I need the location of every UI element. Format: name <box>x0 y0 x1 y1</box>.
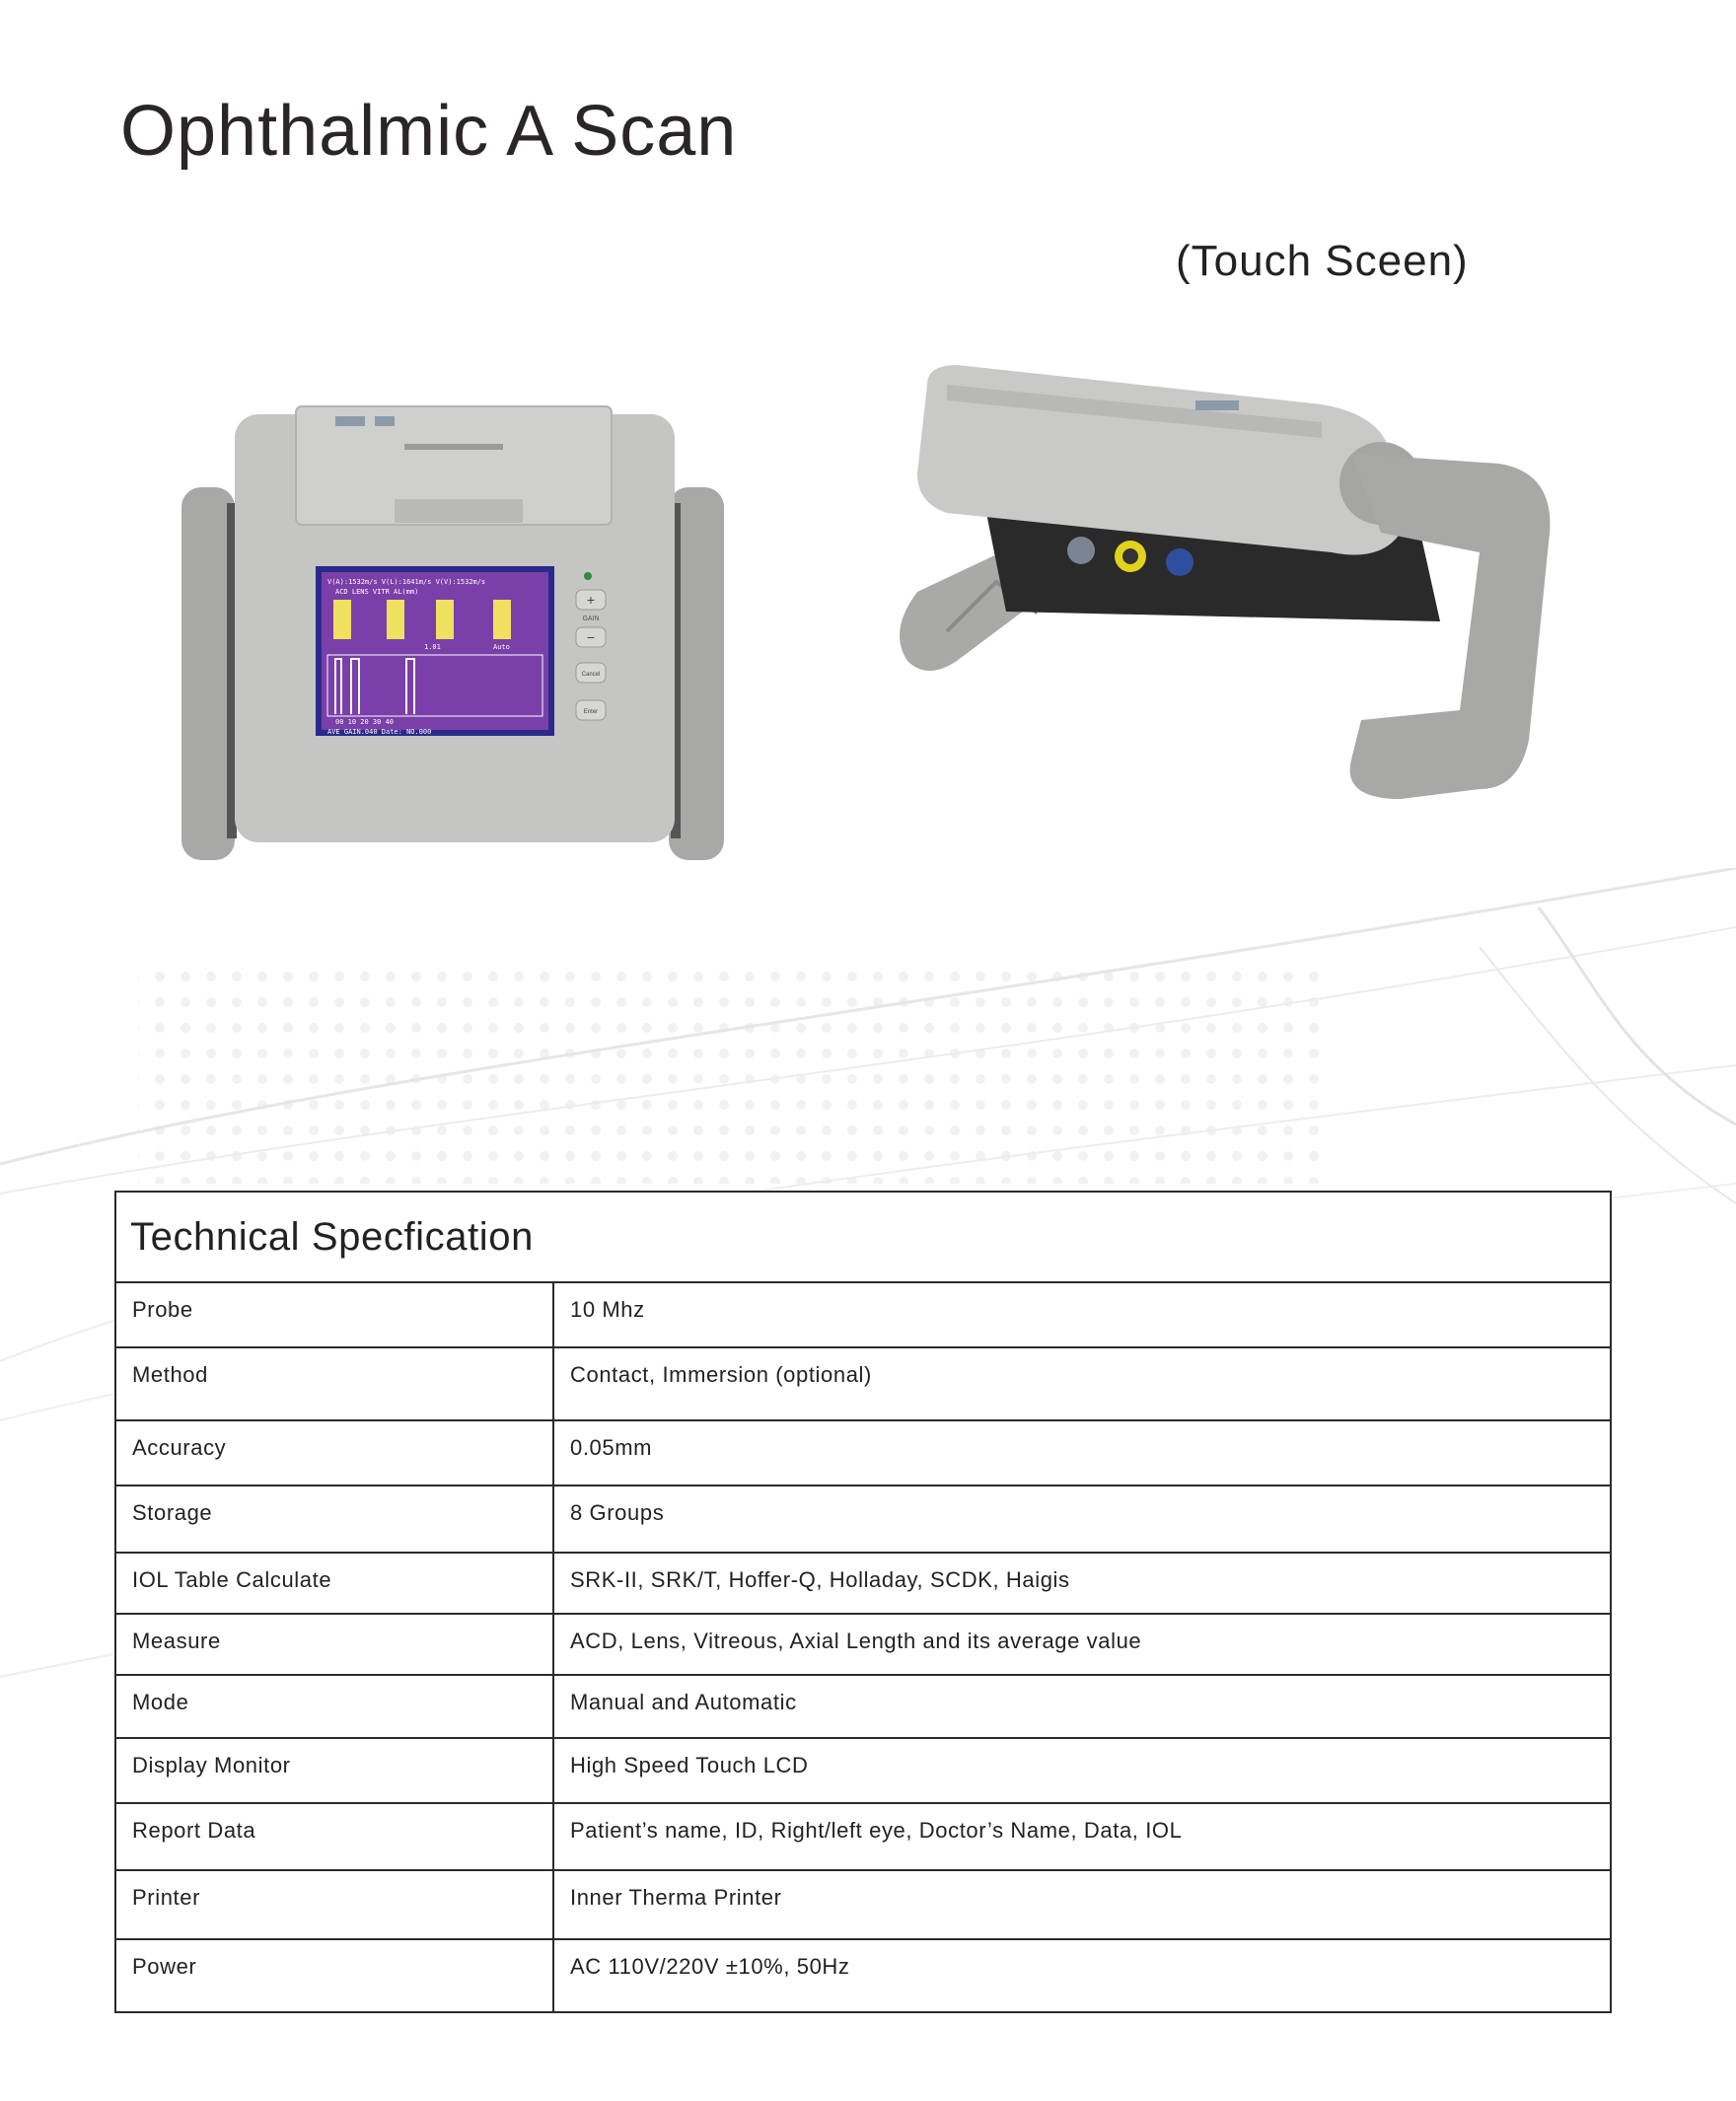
screen-line1: V(A):1532m/s V(L):1641m/s V(V):1532m/s <box>327 578 486 586</box>
spec-table-header <box>115 1192 1611 1282</box>
port-icon <box>1166 548 1194 576</box>
device-front-image <box>178 404 730 868</box>
power-led-icon <box>584 572 592 580</box>
spec-label: Method <box>115 1347 553 1420</box>
spec-label: Measure <box>115 1614 553 1675</box>
screen-columns: ACD LENS VITR AL(mm) <box>335 588 419 596</box>
table-row <box>115 1939 1611 2012</box>
spec-label: Accuracy <box>115 1420 553 1485</box>
spec-label: Display Monitor <box>115 1738 553 1803</box>
spec-value: Contact, Immersion (optional) <box>553 1347 1611 1420</box>
spec-table <box>114 1191 1612 2013</box>
spec-label: Probe <box>115 1282 553 1347</box>
spec-value: Manual and Automatic <box>553 1675 1611 1738</box>
screen-mid: 1.01 <box>424 643 441 651</box>
table-row <box>115 1485 1611 1553</box>
spec-value: Inner Therma Printer <box>553 1870 1611 1939</box>
table-row <box>115 1553 1611 1614</box>
spec-value: High Speed Touch LCD <box>553 1738 1611 1803</box>
table-row <box>115 1614 1611 1675</box>
spec-value: AC 110V/220V ±10%, 50Hz <box>553 1939 1611 2012</box>
spec-label: Storage <box>115 1485 553 1553</box>
spec-heading: Technical Specfication <box>115 1192 1611 1282</box>
device-side-image <box>888 365 1558 819</box>
enter-label: Enter <box>583 709 599 715</box>
gain-plus-label: + <box>586 592 596 608</box>
table-row <box>115 1870 1611 1939</box>
spec-label: Printer <box>115 1870 553 1939</box>
page-title: Ophthalmic A Scan <box>120 92 738 171</box>
spec-label: IOL Table Calculate <box>115 1553 553 1614</box>
port-icon <box>1067 537 1095 564</box>
spec-value: Patient’s name, ID, Right/left eye, Doctor’s Name, Data, IOL <box>553 1803 1611 1870</box>
spec-value: 0.05mm <box>553 1420 1611 1485</box>
table-row <box>115 1738 1611 1803</box>
spec-value: ACD, Lens, Vitreous, Axial Length and its average value <box>553 1614 1611 1675</box>
spec-label: Power <box>115 1939 553 2012</box>
table-row <box>115 1282 1611 1347</box>
page-subtitle: (Touch Sceen) <box>1176 237 1469 285</box>
table-row <box>115 1347 1611 1420</box>
table-row <box>115 1675 1611 1738</box>
spec-value: SRK-II, SRK/T, Hoffer-Q, Holladay, SCDK, Haigis <box>553 1553 1611 1614</box>
spec-label: Mode <box>115 1675 553 1738</box>
table-row <box>115 1803 1611 1870</box>
screen-mode: Auto <box>493 643 510 651</box>
gain-minus-label: − <box>586 629 596 645</box>
screen-axis: 00 10 20 30 40 <box>335 718 395 726</box>
gain-label: GAIN <box>582 616 600 622</box>
spec-label: Report Data <box>115 1803 553 1870</box>
table-row <box>115 1420 1611 1485</box>
screen-footer: AVE GAIN.040 Date: NO.000 <box>327 728 432 736</box>
spec-value: 10 Mhz <box>553 1282 1611 1347</box>
spec-value: 8 Groups <box>553 1485 1611 1553</box>
cancel-label: Cancel <box>581 672 601 678</box>
